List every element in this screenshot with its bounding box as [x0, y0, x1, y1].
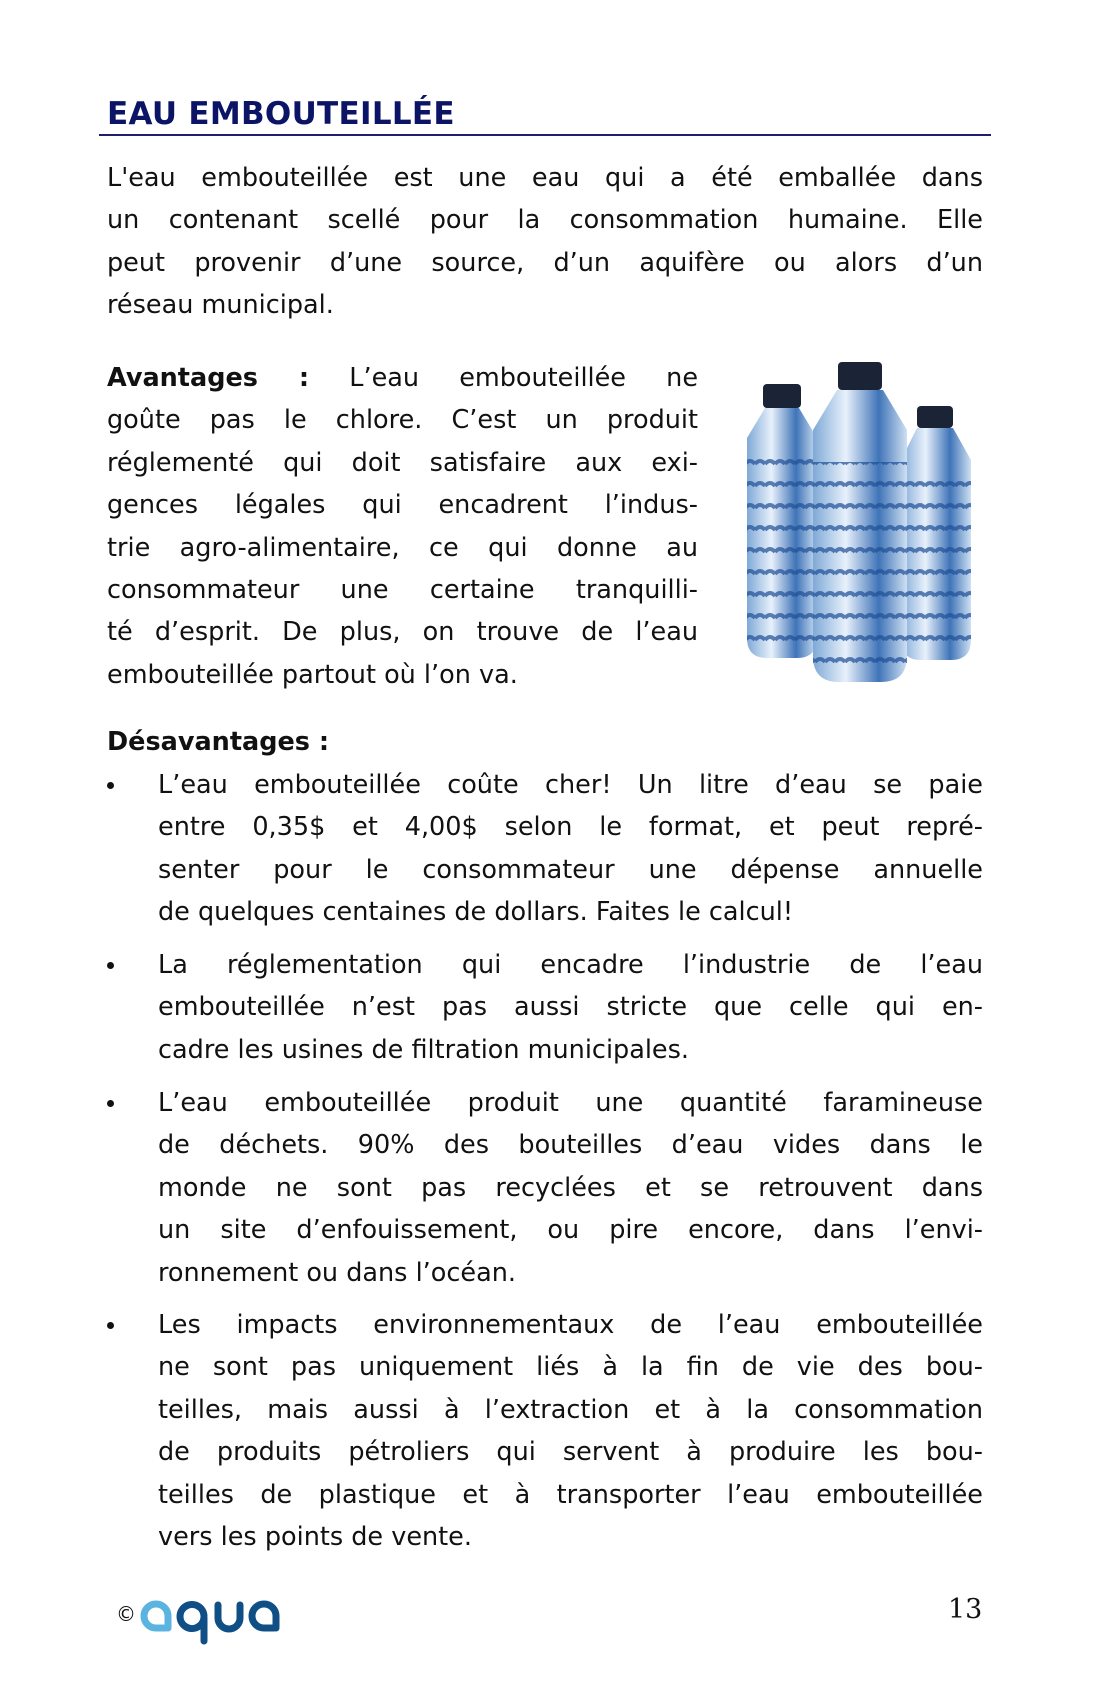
water-bottles-image: [745, 362, 987, 684]
text-line: monde ne sont pas recyclées et se retrouvent dans: [158, 1172, 983, 1203]
text-line: L’eau embouteillée produit une quantité faramineuse: [158, 1088, 983, 1118]
title-underline: [99, 134, 991, 136]
text-line: de déchets. 90% des bouteilles d’eau vides dans le: [158, 1130, 983, 1161]
bullet-item: [107, 1304, 983, 1558]
page-title: EAU EMBOUTEILLÉE: [107, 96, 455, 132]
avantages-paragraph: [107, 357, 698, 696]
text-line: réseau municipal.: [107, 290, 334, 321]
text-line: ronnement ou dans l’océan.: [158, 1257, 516, 1288]
text-line: réglementé qui doit satisfaire aux exi-: [107, 447, 698, 478]
bullet-item: [107, 944, 983, 1071]
bullet-item: [107, 1082, 983, 1294]
text-line: teilles de plastique et à transporter l’eau embouteillée: [158, 1479, 983, 1510]
text-line: gences légales qui encadrent l’indus-: [107, 490, 698, 521]
text-line: de produits pétroliers qui servent à produire les bou-: [158, 1437, 983, 1468]
text-line: entre 0,35$ et 4,00$ selon le format, et peut repré-: [158, 812, 983, 843]
text-line: embouteillée partout où l’on va.: [107, 659, 518, 690]
desavantages-heading: Désavantages :: [107, 727, 330, 757]
bullet-icon: [107, 782, 114, 789]
bullet-icon: [107, 1322, 114, 1329]
aqua-logo: [140, 1588, 290, 1648]
text-line: goûte pas le chlore. C’est un produit: [107, 405, 698, 436]
bottle-center: [813, 362, 907, 682]
bullet-item: [107, 764, 983, 934]
text-line: de quelques centaines de dollars. Faites le calcul!: [158, 897, 794, 928]
text-line: vers les points de vente.: [158, 1521, 472, 1552]
bullet-icon: [107, 1100, 114, 1107]
bullet-text: [158, 1082, 983, 1294]
text-line: cadre les usines de filtration municipales.: [158, 1034, 690, 1065]
text-line: teilles, mais aussi à l’extraction et à la consommation: [158, 1394, 983, 1425]
bottle-right: [901, 406, 971, 660]
text-line: té d’esprit. De plus, on trouve de l’eau: [107, 617, 698, 648]
intro-paragraph: [107, 157, 983, 327]
text-line: ne sont pas uniquement liés à la fin de vie des bou-: [158, 1352, 983, 1383]
bottle-left: [747, 384, 817, 658]
bullet-icon: [107, 962, 114, 969]
page-number: 13: [948, 1594, 983, 1625]
text-segment: L’eau embouteillée ne: [349, 363, 699, 393]
bullet-text: [158, 944, 983, 1071]
bullet-text: [158, 764, 983, 934]
text-line: L’eau embouteillée coûte cher! Un litre d’eau se paie: [158, 770, 983, 800]
text-line: trie agro-alimentaire, ce qui donne au: [107, 532, 698, 563]
bullet-text: [158, 1304, 983, 1558]
text-line: senter pour le consommateur une dépense annuelle: [158, 854, 983, 885]
text-line: L'eau embouteillée est une eau qui a été emballée dans: [107, 163, 983, 193]
text-line: peut provenir d’une source, d’un aquifère ou alors d’un: [107, 247, 983, 278]
text-line: La réglementation qui encadre l’industrie de l’eau: [158, 950, 983, 980]
copyright-symbol: ©: [116, 1602, 136, 1626]
text-line: Les impacts environnementaux de l’eau embouteillée: [158, 1310, 983, 1340]
text-line: embouteillée n’est pas aussi stricte que celle qui en-: [158, 992, 983, 1023]
text-line: un contenant scellé pour la consommation humaine. Elle: [107, 205, 983, 236]
text-line: [107, 357, 698, 399]
avantages-label: Avantages :: [107, 363, 310, 393]
text-line: consommateur une certaine tranquilli-: [107, 574, 698, 605]
text-line: un site d’enfouissement, ou pire encore, dans l’envi-: [158, 1215, 983, 1246]
